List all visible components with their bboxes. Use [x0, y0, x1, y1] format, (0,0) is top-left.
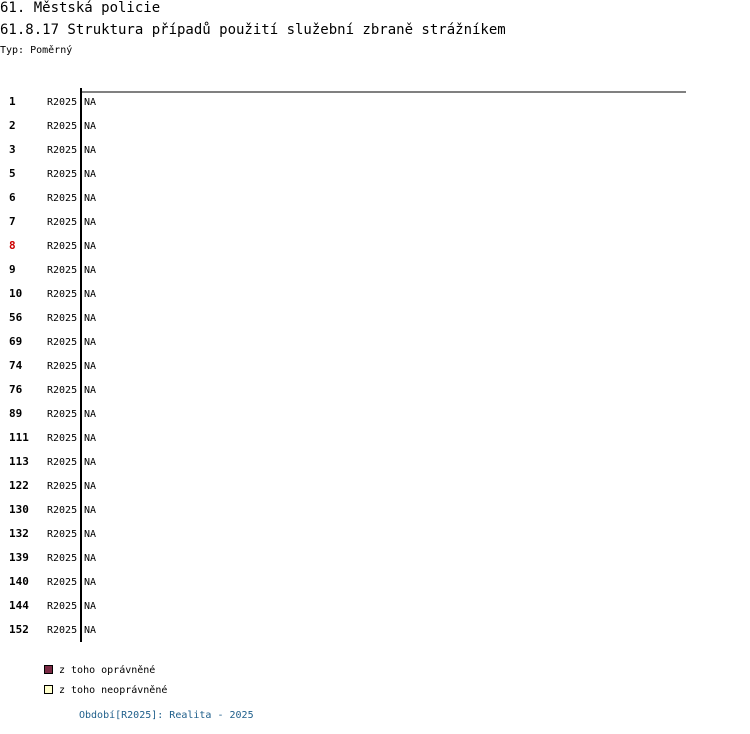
category-label: 6 — [9, 191, 16, 204]
value-label: NA — [84, 361, 97, 372]
period-label: R2025 — [47, 217, 78, 228]
category-label: 152 — [9, 623, 29, 636]
period-label: R2025 — [47, 409, 78, 420]
category-label: 56 — [9, 311, 23, 324]
legend-item-authorized — [44, 665, 155, 677]
category-label: 9 — [9, 263, 16, 276]
period-label: R2025 — [47, 241, 78, 252]
category-label: 113 — [9, 455, 29, 468]
period-label: R2025 — [47, 577, 78, 588]
period-label: R2025 — [47, 169, 78, 180]
value-label: NA — [84, 217, 97, 228]
period-label: R2025 — [47, 265, 78, 276]
category-label: 74 — [9, 359, 23, 372]
period-label: R2025 — [47, 121, 78, 132]
value-label: NA — [84, 265, 97, 276]
period-label: R2025 — [47, 193, 78, 204]
period-label: R2025 — [47, 505, 78, 516]
category-label: 8 — [9, 239, 16, 252]
legend-label-authorized: z toho oprávněné — [59, 665, 156, 676]
period-label: R2025 — [47, 481, 78, 492]
period-label: R2025 — [47, 433, 78, 444]
period-label: R2025 — [47, 145, 78, 156]
category-label: 3 — [9, 143, 16, 156]
category-label: 5 — [9, 167, 16, 180]
category-label: 7 — [9, 215, 16, 228]
value-label: NA — [84, 601, 97, 612]
period-label: R2025 — [47, 313, 78, 324]
value-label: NA — [84, 193, 97, 204]
period-label: R2025 — [47, 361, 78, 372]
value-label: NA — [84, 457, 97, 468]
legend-label-unauthorized: z toho neoprávněné — [59, 685, 168, 696]
category-label: 144 — [9, 599, 29, 612]
chart-type-label: Typ: Poměrný — [0, 45, 73, 56]
period-label: R2025 — [47, 385, 78, 396]
category-label: 76 — [9, 383, 23, 396]
legend-item-unauthorized — [44, 685, 167, 697]
category-label: 111 — [9, 431, 29, 444]
value-label: NA — [84, 121, 97, 132]
value-label: NA — [84, 313, 97, 324]
period-label: R2025 — [47, 601, 78, 612]
period-note: Období[R2025]: Realita - 2025 — [79, 710, 254, 721]
value-label: NA — [84, 505, 97, 516]
category-label: 69 — [9, 335, 23, 348]
value-label: NA — [84, 241, 97, 252]
value-label: NA — [84, 385, 97, 396]
value-label: NA — [84, 553, 97, 564]
category-label: 139 — [9, 551, 29, 564]
value-label: NA — [84, 289, 97, 300]
category-label: 89 — [9, 407, 23, 420]
value-label: NA — [84, 409, 97, 420]
period-label: R2025 — [47, 625, 78, 636]
value-label: NA — [84, 433, 97, 444]
category-label: 130 — [9, 503, 29, 516]
period-label: R2025 — [47, 553, 78, 564]
value-label: NA — [84, 337, 97, 348]
value-label: NA — [84, 481, 97, 492]
legend-swatch-unauthorized — [44, 685, 53, 694]
category-label: 140 — [9, 575, 29, 588]
category-label: 1 — [9, 95, 16, 108]
period-label: R2025 — [47, 529, 78, 540]
value-label: NA — [84, 529, 97, 540]
value-label: NA — [84, 169, 97, 180]
value-label: NA — [84, 577, 97, 588]
period-label: R2025 — [47, 337, 78, 348]
category-label: 10 — [9, 287, 23, 300]
period-label: R2025 — [47, 289, 78, 300]
value-label: NA — [84, 97, 97, 108]
chart-title: 61.8.17 Struktura případů použití služební zbraně strážníkem — [0, 22, 506, 38]
period-label: R2025 — [47, 97, 78, 108]
category-label: 122 — [9, 479, 29, 492]
value-label: NA — [84, 625, 97, 636]
period-label: R2025 — [47, 457, 78, 468]
value-label: NA — [84, 145, 97, 156]
category-label: 2 — [9, 119, 16, 132]
category-label: 132 — [9, 527, 29, 540]
page-title: 61. Městská policie — [0, 0, 161, 16]
legend-swatch-authorized — [44, 665, 53, 674]
